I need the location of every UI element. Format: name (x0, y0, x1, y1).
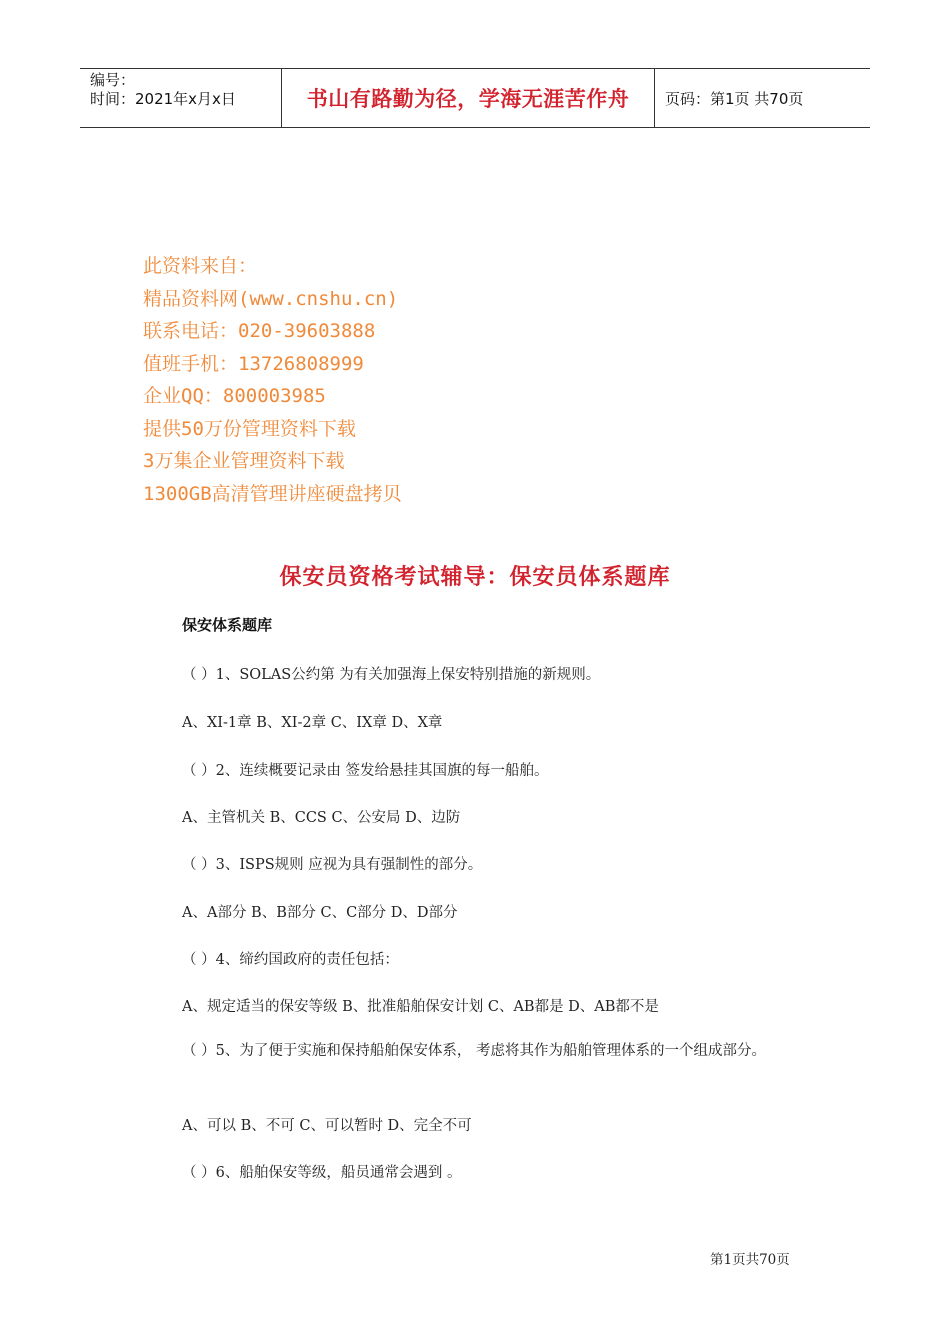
mobile-line: 值班手机：13726808999 (143, 352, 364, 375)
page-header (80, 68, 870, 128)
source-info-block (143, 252, 402, 512)
options-1: A、XI-1章 B、XI-2章 C、IX章 D、X章 (182, 715, 443, 731)
question-1: （ ）1、SOLAS公约第 为有关加强海上保安特别措施的新规则。 (182, 667, 601, 683)
header-number: 编号： (90, 71, 136, 89)
qq-line: 企业QQ：800003985 (143, 385, 326, 407)
website-line: 精品资料网(www.cnshu.cn) (143, 287, 399, 310)
offer-line: 提供50万份管理资料下载 (143, 417, 356, 440)
header-time: 时间：2021年x月x日 (90, 90, 236, 108)
header-motto: 书山有路勤为径，学海无涯苦作舟 (282, 69, 655, 127)
header-meta (80, 69, 282, 127)
section-heading: 保安体系题库 (182, 616, 273, 634)
options-3: A、A部分 B、B部分 C、C部分 D、D部分 (182, 905, 458, 921)
question-3: （ ）3、ISPS规则 应视为具有强制性的部分。 (182, 857, 483, 873)
question-6: （ ）6、船舶保安等级，船员通常会遇到 。 (182, 1165, 462, 1181)
offer-line: 1300GB高清管理讲座硬盘拷贝 (143, 482, 402, 505)
phone-line: 联系电话：020-39603888 (143, 320, 376, 342)
options-2: A、主管机关 B、CCS C、公安局 D、边防 (182, 810, 461, 826)
options-5: A、可以 B、不可 C、可以暂时 D、完全不可 (182, 1118, 472, 1134)
page-footer: 第1页共70页 (710, 1252, 790, 1268)
header-page-number: 页码：第1页 共70页 (665, 89, 804, 108)
question-4: （ ）4、缔约国政府的责任包括： (182, 952, 399, 968)
offer-line: 3万集企业管理资料下载 (143, 450, 345, 472)
document-title: 保安员资格考试辅导：保安员体系题库 (279, 565, 671, 590)
question-2: （ ）2、连续概要记录由 签发给悬挂其国旗的每一船舶。 (182, 763, 549, 779)
source-line: 此资料来自： (143, 255, 258, 277)
question-5: （ ）5、为了便于实施和保持船舶保安体系， 考虑将其作为船舶管理体系的一个组成部分。 (182, 1043, 766, 1059)
options-4: A、规定适当的保安等级 B、批准船舶保安计划 C、AB都是 D、AB都不是 (182, 999, 659, 1015)
